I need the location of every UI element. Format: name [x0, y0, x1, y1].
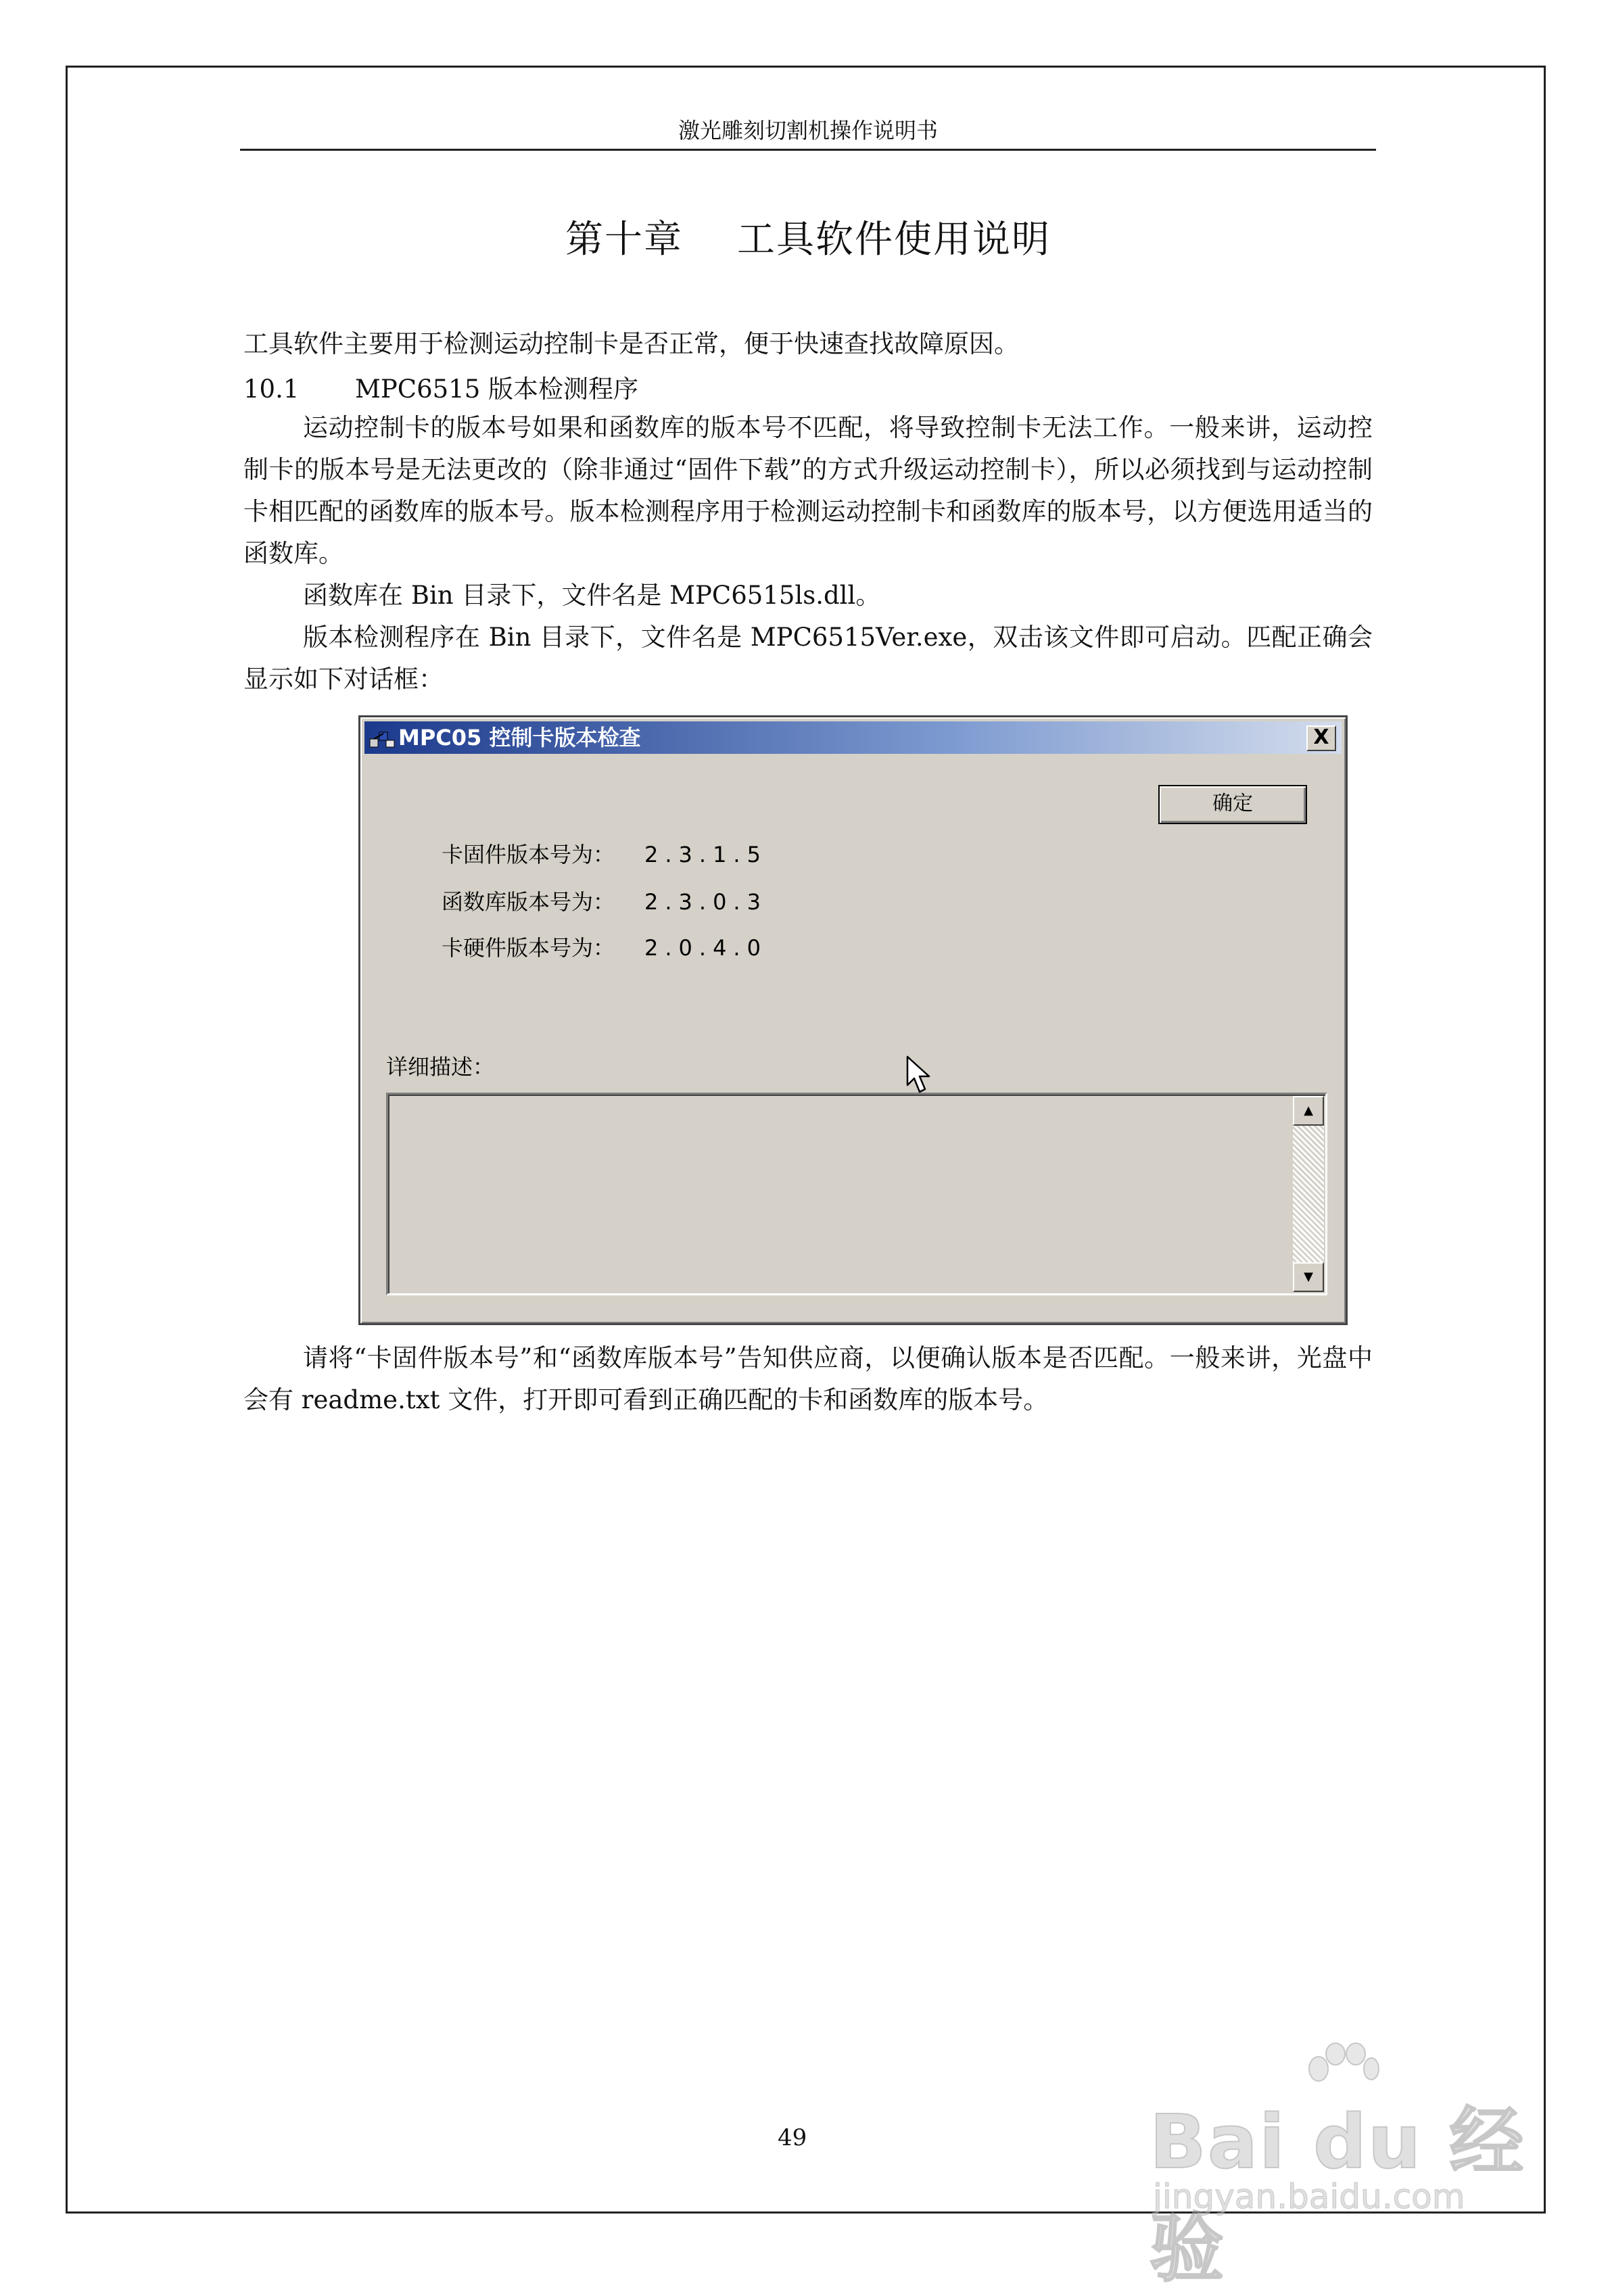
- description-scrollbar[interactable]: [1293, 1096, 1324, 1292]
- watermark-url: jingyan.baidu.com: [1153, 2177, 1465, 2216]
- library-version-value: 2.3.0.3: [644, 889, 767, 915]
- close-button[interactable]: X: [1306, 725, 1336, 751]
- chapter-heading: [240, 210, 1376, 264]
- description-label: 详细描述：: [386, 1054, 495, 1080]
- version-check-dialog: [358, 715, 1348, 1325]
- chapter-number: 第十章: [565, 218, 683, 262]
- paragraph-library-location: 函数库在 Bin 目录下，文件名是 MPC6515ls.dll。: [303, 581, 881, 610]
- section-heading: [243, 368, 638, 405]
- scroll-up-icon[interactable]: ▲: [1293, 1096, 1324, 1126]
- hardware-version-label: 卡硬件版本号为：: [442, 935, 615, 961]
- firmware-version-value: 2.3.1.5: [644, 842, 767, 867]
- paragraph-program-location: 版本检测程序在 Bin 目录下，文件名是 MPC6515Ver.exe，双击该文件即可启动。匹配正确会显示如下对话框：: [243, 623, 1373, 694]
- firmware-version-label: 卡固件版本号为：: [442, 842, 615, 867]
- library-version-label: 函数库版本号为：: [442, 889, 615, 915]
- baidu-watermark: [1150, 2042, 1528, 2292]
- page-number: 49: [778, 2124, 807, 2151]
- section-title: MPC6515 版本检测程序: [355, 375, 639, 404]
- header-rule: [240, 149, 1376, 151]
- dialog-title: MPC05 控制卡版本检查: [398, 725, 641, 750]
- hardware-version-value: 2.0.4.0: [644, 935, 767, 961]
- library-version-row: [442, 885, 767, 916]
- paragraph-version-mismatch: 运动控制卡的版本号如果和函数库的版本号不匹配，将导致控制卡无法工作。一般来讲，运动控制卡的版本号是无法更改的（除非通过“固件下载”的方式升级运动控制卡），所以必须找到与运动控制卡相匹配的函数库的版本号。版本检测程序用于检测运动控制卡和函数库的版本号，以方便选用适当的函数库。: [243, 413, 1373, 568]
- watermark-brand: Bai du 经验: [1150, 2099, 1525, 2292]
- running-header: 激光雕刻切割机操作说明书: [678, 118, 938, 143]
- dialog-titlebar[interactable]: [364, 721, 1342, 754]
- app-icon: [369, 725, 396, 750]
- chapter-title: 工具软件使用说明: [737, 218, 1051, 262]
- ok-button[interactable]: 确定: [1158, 785, 1307, 824]
- hardware-version-row: [442, 931, 767, 962]
- firmware-version-row: [442, 838, 767, 869]
- description-textbox[interactable]: [386, 1093, 1327, 1295]
- section-number: 10.1: [243, 375, 300, 404]
- paragraph-notify-supplier: 请将“卡固件版本号”和“函数库版本号”告知供应商，以便确认版本是否匹配。一般来讲，光盘中会有 readme.txt 文件，打开即可看到正确匹配的卡和函数库的版本号。: [243, 1343, 1373, 1414]
- scroll-down-icon[interactable]: ▼: [1293, 1262, 1324, 1292]
- intro-paragraph: 工具软件主要用于检测运动控制卡是否正常，便于快速查找故障原因。: [243, 329, 1019, 358]
- mouse-pointer-icon: [906, 1055, 933, 1096]
